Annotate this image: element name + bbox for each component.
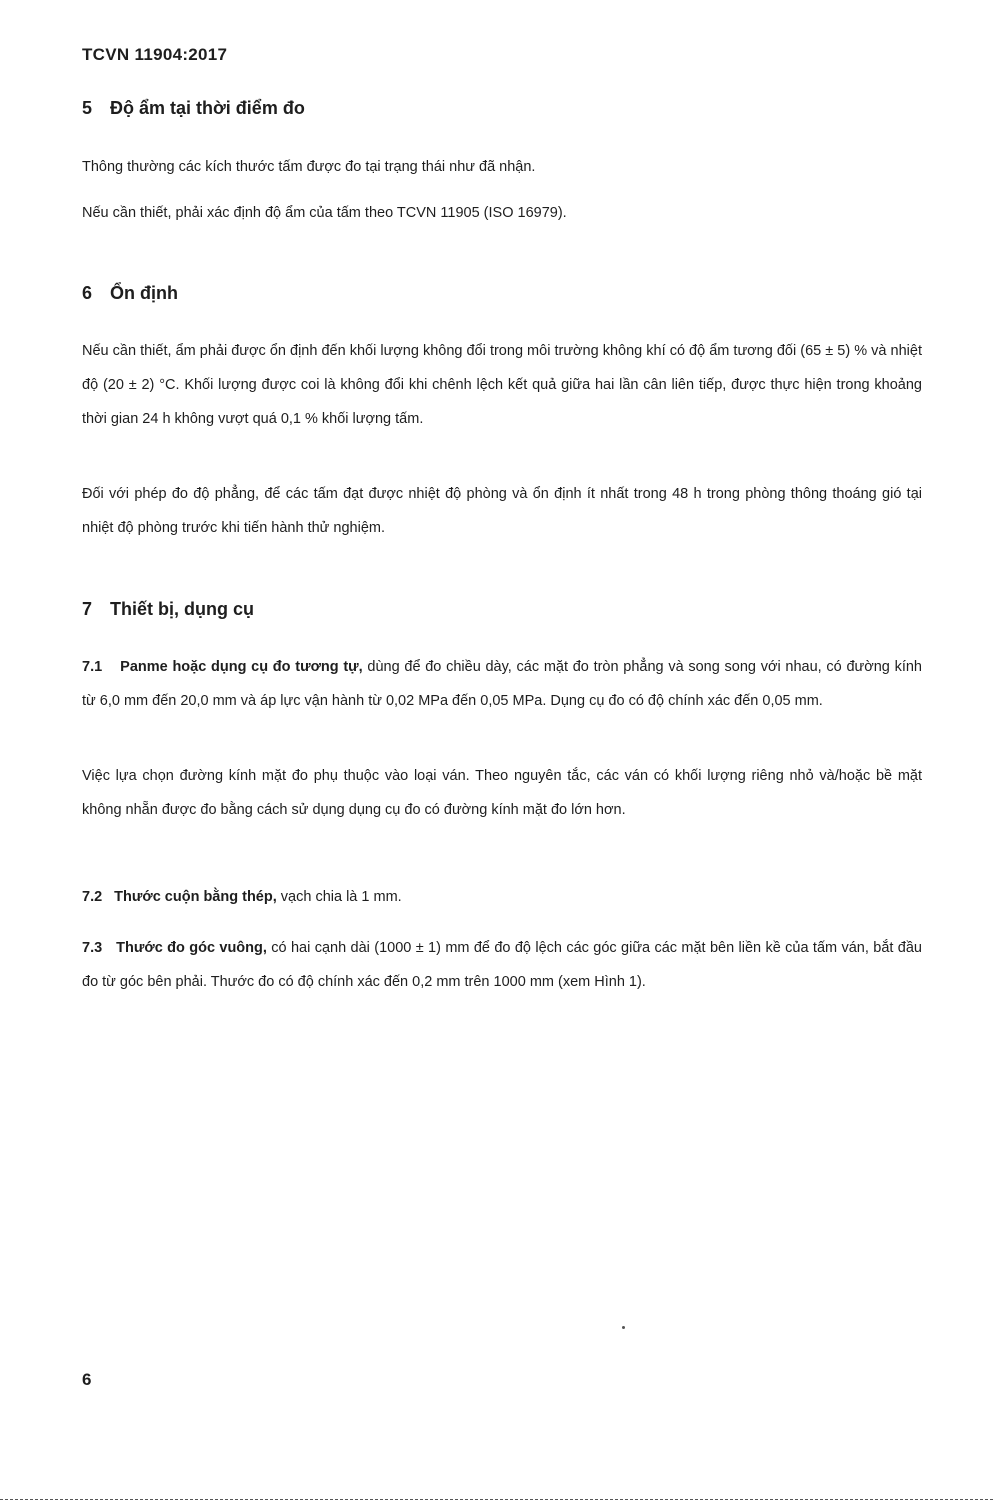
- section-6-title: Ổn định: [110, 283, 178, 303]
- section-5-paragraph-2: Nếu cần thiết, phải xác định độ ẩm của tấm theo TCVN 11905 (ISO 16979).: [82, 205, 567, 221]
- clause-7-3-number: 7.3: [82, 940, 103, 956]
- document-header: TCVN 11904:2017: [82, 45, 228, 64]
- section-7-number: 7: [82, 599, 93, 619]
- section-5-paragraph-1: Thông thường các kích thước tấm được đo tại trạng thái như đã nhận.: [82, 159, 536, 175]
- clause-7-2-term: Thước cuộn bằng thép,: [114, 889, 277, 905]
- clause-7-1-text: dùng để đo chiều dày, các mặt đo tròn phẳng và song song với nhau, có đường kính từ 6,0 mm đến 20,0 mm và áp lực vận hành từ 0,02 MPa đến 0,05 MPa. Dụng cụ đo có độ chính xác đến 0,05 mm.: [82, 659, 922, 709]
- clause-7-3-text: có hai cạnh dài (1000 ± 1) mm để đo độ lệch các góc giữa các mặt bên liền kề của tấm ván, bắt đầu đo từ góc bên phải. Thước đo có độ chính xác đến 0,2 mm trên 1000 mm (xem Hình 1).: [82, 940, 922, 990]
- clause-7-3-paragraph: [82, 931, 922, 999]
- clause-7-1-term: Panme hoặc dụng cụ đo tương tự,: [120, 659, 363, 675]
- section-7-title: Thiết bị, dụng cụ: [110, 599, 254, 619]
- clause-7-1-paragraph-2: Việc lựa chọn đường kính mặt đo phụ thuộc vào loại ván. Theo nguyên tắc, các ván có khối lượng riêng nhỏ và/hoặc bề mặt không nhẵn được đo bằng cách sử dụng dụng cụ đo có đường kính mặt đo lớn hơn.: [82, 768, 922, 818]
- page-number: 6: [82, 1370, 92, 1389]
- section-5-title: Độ ẩm tại thời điểm đo: [110, 98, 305, 118]
- clause-7-1-paragraph: [82, 650, 922, 718]
- section-5-number: 5: [82, 98, 93, 118]
- section-6-paragraph-2: Đối với phép đo độ phẳng, để các tấm đạt được nhiệt độ phòng và ổn định ít nhất trong 48 h trong phòng thông thoáng gió tại nhiệt độ phòng trước khi tiến hành thử nghiệm.: [82, 486, 922, 536]
- section-6-paragraph-1: Nếu cần thiết, ẩm phải được ổn định đến khối lượng không đổi trong môi trường không khí có độ ẩm tương đối (65 ± 5) % và nhiệt độ (20 ± 2) °C. Khối lượng được coi là không đổi khi chênh lệch kết quả giữa hai lần cân liên tiếp, được thực hiện trong khoảng thời gian 24 h không vượt quá 0,1 % khối lượng tấm.: [82, 343, 922, 427]
- clause-7-2-paragraph: [82, 880, 922, 914]
- scan-bottom-edge: [0, 1499, 993, 1504]
- scan-speck: [622, 1326, 625, 1329]
- clause-7-1-number: 7.1: [82, 659, 103, 675]
- section-6-number: 6: [82, 283, 93, 303]
- section-5-heading: [82, 98, 305, 119]
- clause-7-2-text: vạch chia là 1 mm.: [276, 889, 402, 905]
- section-7-heading: [82, 599, 254, 620]
- clause-7-2-number: 7.2: [82, 889, 103, 905]
- clause-7-3-term: Thước đo góc vuông,: [116, 940, 267, 956]
- section-6-heading: [82, 283, 178, 304]
